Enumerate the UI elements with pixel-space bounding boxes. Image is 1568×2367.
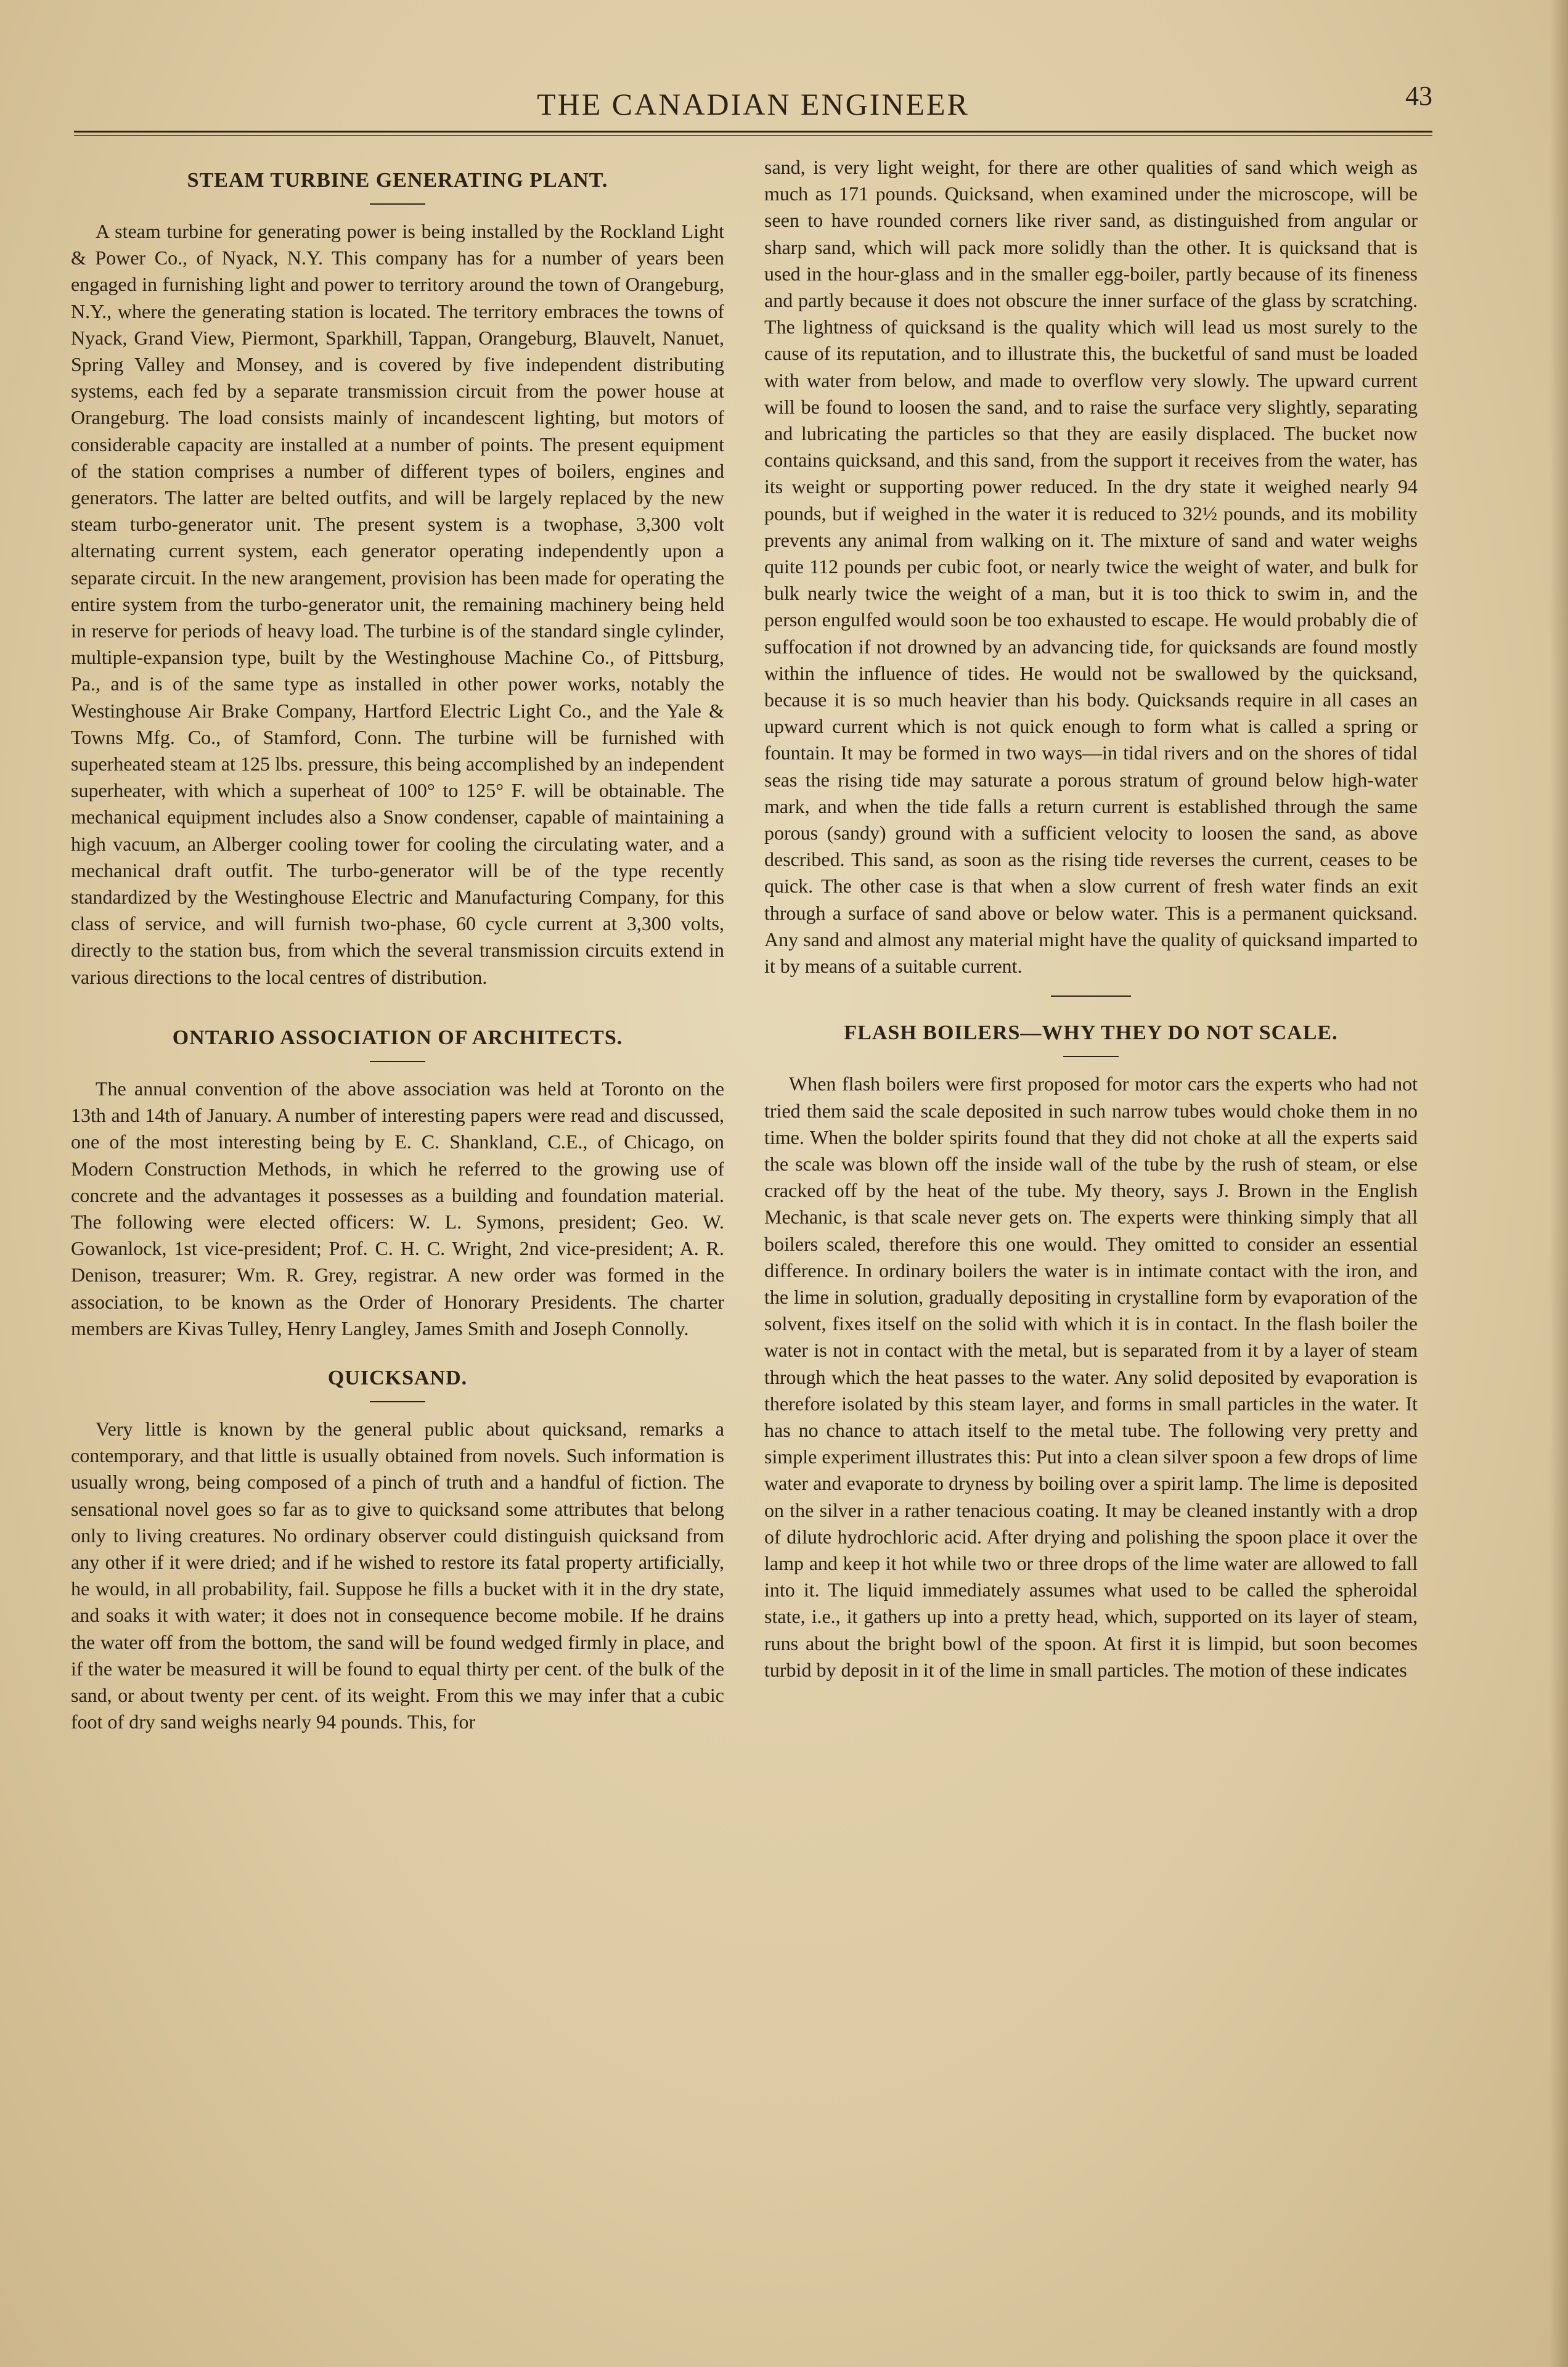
- left-column: [71, 154, 724, 1735]
- ontario-heading: ONTARIO ASSOCIATION OF ARCHITECTS.: [172, 1026, 623, 1049]
- flash-boilers-article: When flash boilers were first proposed for motor cars the experts who had not tried them said the scale deposited in such narrow tubes would choke them in no time. When the bolder spirits found that they did not choke at all the experts said the scale was blown off the inside wall of the tube by the rush of steam, or else cracked off by the heat of the tube. My theory, says J. Brown in the English Mechanic, is that scale never gets on. The experts were thinking simply that all boilers scaled, therefore this one would. They omitted to consider an essential difference. In ordinary boilers the water is in intimate contact with the iron, and the lime in solution, gradually depositing in crystalline form by evaporation of the solvent, fixes itself on the solid with which it is in contact. In the flash boiler the water is not in contact with the metal, but is separated from it by a layer of steam through which the heat passes to the water. Any solid deposited by evaporation is therefore isolated by this steam layer, and forms in small particles in the water. It has no chance to attach itself to the metal tube. The following very pretty and simple experiment illustrates this: Put into a clean silver spoon a few drops of lime water and evaporate to dryness by boiling over a spirit lamp. The lime is deposited on the silver in a rather tenacious coating. It may be cleaned instantly with a drop of dilute hydrochloric acid. After drying and polishing the spoon place it over the lamp and keep it hot while two or three drops of the lime water are allowed to fall into it. The liquid immediately assumes what used to be called the spheroidal state, i.e., it gathers up into a pretty head, which, supported on its layer of steam, runs about the bright bowl of the spoon. At first it is limpid, but soon becomes turbid by deposit in it of the lime in small particles. The motion of these indicates: [764, 1073, 1418, 1681]
- page-edge-shadow: [1550, 0, 1568, 2367]
- section-divider: [1051, 995, 1131, 997]
- header-rule: [74, 131, 1432, 136]
- steam-turbine-heading: STEAM TURBINE GENERATING PLANT.: [187, 169, 608, 192]
- journal-title: THE CANADIAN ENGINEER: [537, 87, 970, 121]
- heading-divider: [370, 1401, 425, 1402]
- flash-boilers-heading: FLASH BOILERS—WHY THEY DO NOT SCALE.: [844, 1021, 1338, 1045]
- quicksand-heading: QUICKSAND.: [327, 1366, 468, 1389]
- running-head: [74, 80, 1432, 123]
- quicksand-article: Very little is known by the general public about quicksand, remarks a contemporary, and that little is usually obtained from novels. Such information is usually wrong, being composed of a pinch of truth and a handful of fiction. The sensational novel goes so far as to give to quicksand some attributes that belong only to living creatures. No ordinary observer could distinguish quicksand from any other if it were dried; and if he wished to restore its fatal property artificially, he would, in all probability, fail. Suppose he fills a bucket with it in the dry state, and soaks it with water; it does not in consequence become mobile. If he drains the water off from the bottom, the sand will be found wedged firmly in place, and if the water be measured it will be found to equal thirty per cent. of the bulk of the sand, or about twenty per cent. of its weight. From this we may infer that a cubic foot of dry sand weighs nearly 94 pounds. This, for: [71, 1417, 724, 1733]
- page-number: 43: [1405, 81, 1432, 111]
- ontario-article: The annual convention of the above association was held at Toronto on the 13th and 14th of January. A number of interesting papers were read and discussed, one of the most interesting being by E. C. Shankland, C.E., of Chicago, on Modern Construction Methods, in which he referred to the growing use of concrete and the advantages it possesses as a building and foundation material. The following were elected officers: W. L. Symons, president; Geo. W. Gowanlock, 1st vice-president; Prof. C. H. C. Wright, 2nd vice-president; A. R. Denison, treasurer; Wm. R. Grey, registrar. A new order was formed in the association, to be known as the Order of Honorary Presidents. The charter members are Kivas Tulley, Henry Langley, James Smith and Joseph Connolly.: [71, 1077, 724, 1339]
- quicksand-article-continued: sand, is very light weight, for there are other qualities of sand which weigh as much as 171 pounds. Quicksand, when examined under the microscope, will be seen to have rounded corners like river sand, as distinguished from angular or sharp sand, which will pack more solidly than the other. It is quicksand that is used in the hour-glass and in the smaller egg-boiler, partly because of its fineness and partly because it does not obscure the inner surface of the glass by scratching. The lightness of quicksand is the quality which will lead us most surely to the cause of its reputation, and to illustrate this, the bucketful of sand must be loaded with water from below, and made to overflow very slowly. The upward current will be found to loosen the sand, and to raise the surface very slightly, separating and lubricating the particles so that they are easily displaced. The bucket now contains quicksand, and this sand, from the support it receives from the water, has its weight or supporting power reduced. In the dry state it weighed nearly 94 pounds, but if weighed in the water it is reduced to 32½ pounds, and its mobility prevents any animal from walking on it. The mixture of sand and water weighs quite 112 pounds per cubic foot, or nearly twice the weight of water, and bulk for bulk nearly twice the weight of a man, but it is too thick to swim in, and the person engulfed would soon be too exhausted to escape. He would probably die of suffocation if not drowned by an advancing tide, for quicksands are found mostly within the influence of tides. He would not be swallowed by the quicksand, because it is so much heavier than his body. Quicksands require in all cases an upward current which is not quick enough to form what is called a spring or fountain. It may be formed in two ways—in tidal rivers and on the shores of tidal seas the rising tide may saturate a porous stratum of ground below high-water mark, and when the tide falls a return current is established through the same porous (sandy) ground with a sufficient velocity to loosen the sand, as above described. This sand, as soon as the rising tide reverses the current, ceases to be quick. The other case is that when a slow current of fresh water finds an exit through a surface of sand above or below water. This is a permanent quicksand. Any sand and almost any material might have the quality of quicksand imparted to it by means of a suitable current.: [764, 156, 1418, 978]
- steam-turbine-article: A steam turbine for generating power is being installed by the Rockland Light & Power Co., of Nyack, N.Y. This company has for a number of years been engaged in furnishing light and power to territory around the town of Orangeburg, N.Y., where the generating station is located. The territory embraces the towns of Nyack, Grand View, Piermont, Sparkhill, Tappan, Orangeburg, Blauvelt, Nanuet, Spring Valley and Monsey, and is covered by five independent distributing systems, each fed by a separate transmission circuit from the power house at Orangeburg. The load consists mainly of incandescent lighting, but motors of considerable capacity are installed at a number of points. The present equipment of the station comprises a number of different types of boilers, engines and generators. The latter are belted outfits, and will be largely replaced by the new steam turbo-generator unit. The present system is a twophase, 3,300 volt alternating current system, each generator operating independently upon a separate circuit. In the new arangement, provision has been made for operating the entire system from the turbo-generator unit, the remaining machinery being held in reserve for periods of heavy load. The turbine is of the standard single cylinder, multiple-expansion type, built by the Westinghouse Machine Co., of Pittsburg, Pa., and is of the same type as installed in other power works, notably the Westinghouse Air Brake Company, Hartford Electric Light Co., and the Yale & Towns Mfg. Co., of Stamford, Conn. The turbine will be furnished with superheated steam at 125 lbs. pressure, this being accomplished by an independent superheater, with which a superheat of 100° to 125° F. will be obtainable. The mechanical equipment includes also a Snow condenser, capable of maintaining a high vacuum, an Alberger cooling tower for cooling the circulating water, and a mechanical draft outfit. The turbo-generator will be of the type recently standardized by the Westinghouse Electric and Manufacturing Company, for this class of service, and will furnish two-phase, 60 cycle current at 3,300 volts, directly to the station bus, from which the several transmission circuits extend in various directions to the local centres of distribution.: [71, 220, 724, 988]
- heading-divider: [1063, 1056, 1119, 1057]
- right-column: [764, 154, 1418, 1683]
- heading-divider: [370, 203, 425, 205]
- heading-divider: [370, 1061, 425, 1062]
